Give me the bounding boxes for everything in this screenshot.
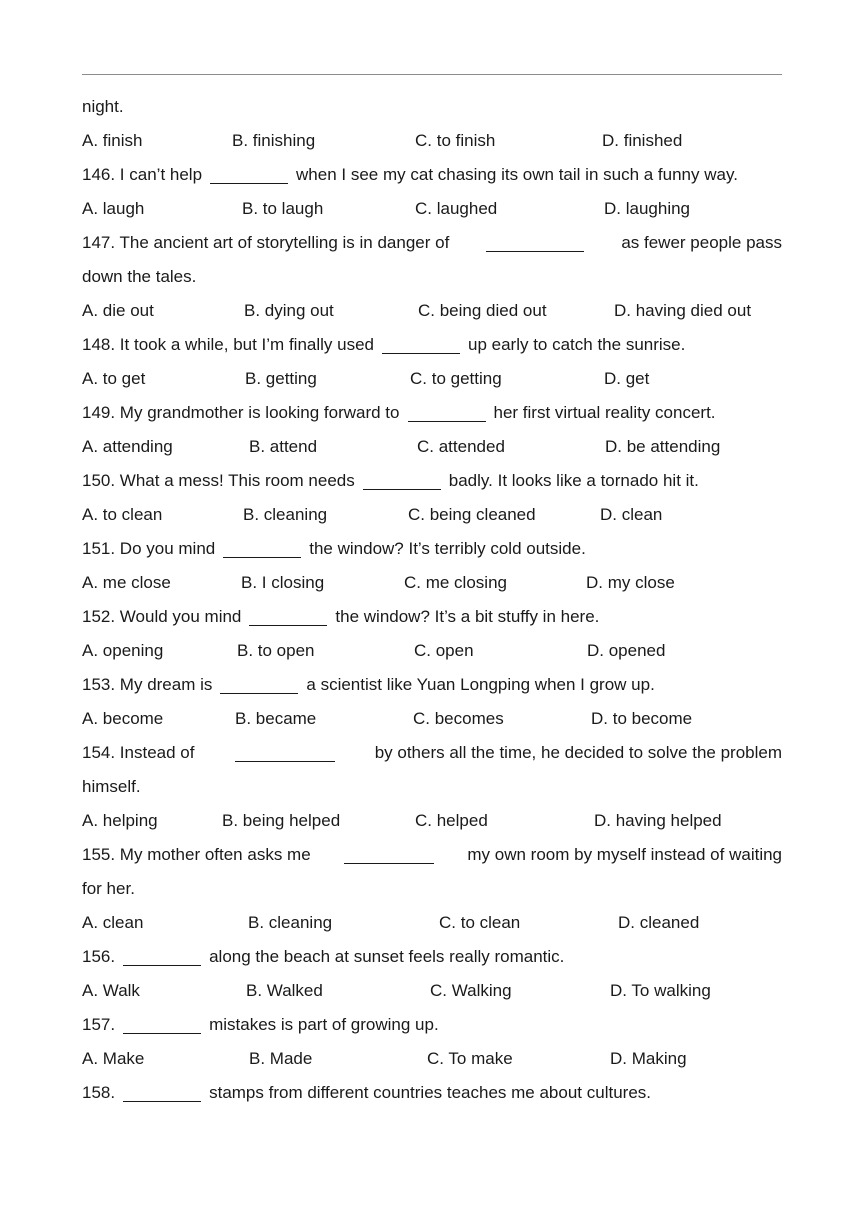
option-c: C. attended xyxy=(417,437,505,456)
option-a: A. attending xyxy=(82,437,173,456)
option-b: B. cleaning xyxy=(248,913,333,932)
question-152-options xyxy=(82,634,782,668)
question-154-stem xyxy=(82,736,782,770)
option-b: B. cleaning xyxy=(243,505,328,524)
answer-blank[interactable] xyxy=(363,489,441,490)
option-b: B. attend xyxy=(249,437,318,456)
answer-blank[interactable] xyxy=(249,625,327,626)
question-150-options xyxy=(82,498,782,532)
option-c: C. open xyxy=(414,641,474,660)
question-text-after: a scientist like Yuan Longping when I grow up. xyxy=(306,675,655,694)
option-d: D. opened xyxy=(587,641,666,660)
question-text-after: along the beach at sunset feels really romantic. xyxy=(209,947,565,966)
question-text-after: my own room by myself instead of waiting xyxy=(467,845,782,864)
question-text-before: 151. Do you mind xyxy=(82,539,216,558)
question-text-before: 149. My grandmother is looking forward to xyxy=(82,403,400,422)
option-b: B. getting xyxy=(245,369,317,388)
answer-blank[interactable] xyxy=(486,251,584,252)
option-c: C. being died out xyxy=(418,301,547,320)
question-148-options xyxy=(82,362,782,396)
question-text-after: by others all the time, he decided to solve the problem xyxy=(374,743,782,762)
option-d: D. to become xyxy=(591,709,693,728)
question-text-after: the window? It’s a bit stuffy in here. xyxy=(335,607,600,626)
option-a: A. Make xyxy=(82,1049,145,1068)
question-151-options xyxy=(82,566,782,600)
option-d: D. Making xyxy=(610,1049,687,1068)
option-d: D. having died out xyxy=(614,301,752,320)
answer-blank[interactable] xyxy=(408,421,486,422)
option-b: B. to open xyxy=(237,641,315,660)
question-text-before: 148. It took a while, but I’m finally used xyxy=(82,335,374,354)
question-154-continuation: himself. xyxy=(82,777,141,796)
question-158-stem xyxy=(82,1076,782,1110)
question-156-stem xyxy=(82,940,782,974)
question-text-before: 147. The ancient art of storytelling is in danger of xyxy=(82,233,450,252)
option-a: A. laugh xyxy=(82,199,145,218)
option-d: D. having helped xyxy=(594,811,722,830)
option-c: C. to finish xyxy=(415,131,496,150)
option-d: D. get xyxy=(604,369,650,388)
question-148-stem xyxy=(82,328,782,362)
question-147-options xyxy=(82,294,782,328)
question-153-options xyxy=(82,702,782,736)
question-155-stem xyxy=(82,838,782,872)
option-b: B. to laugh xyxy=(242,199,324,218)
option-c: C. me closing xyxy=(404,573,507,592)
question-list xyxy=(82,90,782,1110)
option-a: A. clean xyxy=(82,913,144,932)
question-150-stem xyxy=(82,464,782,498)
question-text-after: the window? It’s terribly cold outside. xyxy=(309,539,586,558)
answer-blank[interactable] xyxy=(123,1101,201,1102)
option-c: C. To make xyxy=(427,1049,513,1068)
option-c: C. Walking xyxy=(430,981,512,1000)
answer-blank[interactable] xyxy=(344,863,434,864)
option-a: A. to clean xyxy=(82,505,163,524)
question-149-options xyxy=(82,430,782,464)
question-text-before: 146. I can’t help xyxy=(82,165,203,184)
question-text-before: 155. My mother often asks me xyxy=(82,845,311,864)
question-157-stem xyxy=(82,1008,782,1042)
answer-blank[interactable] xyxy=(220,693,298,694)
question-155-options xyxy=(82,906,782,940)
option-c: C. being cleaned xyxy=(408,505,536,524)
option-d: D. be attending xyxy=(605,437,721,456)
option-a: A. opening xyxy=(82,641,164,660)
answer-blank[interactable] xyxy=(382,353,460,354)
option-d: D. finished xyxy=(602,131,683,150)
option-d: D. laughing xyxy=(604,199,691,218)
option-b: B. became xyxy=(235,709,317,728)
option-d: D. clean xyxy=(600,505,663,524)
option-b: B. I closing xyxy=(241,573,325,592)
option-c: C. becomes xyxy=(413,709,504,728)
question-152-stem xyxy=(82,600,782,634)
option-a: A. Walk xyxy=(82,981,140,1000)
option-a: A. die out xyxy=(82,301,154,320)
question-text-before: 158. xyxy=(82,1083,116,1102)
question-text-after: her first virtual reality concert. xyxy=(493,403,716,422)
option-d: D. To walking xyxy=(610,981,711,1000)
question-text-after: badly. It looks like a tornado hit it. xyxy=(448,471,699,490)
question-text-before: 152. Would you mind xyxy=(82,607,242,626)
answer-blank[interactable] xyxy=(223,557,301,558)
option-d: D. cleaned xyxy=(618,913,700,932)
option-c: C. to getting xyxy=(410,369,502,388)
question-155-continuation: for her. xyxy=(82,879,135,898)
option-a: A. me close xyxy=(82,573,171,592)
option-b: B. Made xyxy=(249,1049,313,1068)
intro-options xyxy=(82,124,782,158)
question-text-before: 157. xyxy=(82,1015,116,1034)
option-a: A. to get xyxy=(82,369,146,388)
question-text-before: 154. Instead of xyxy=(82,743,195,762)
option-d: D. my close xyxy=(586,573,675,592)
option-a: A. finish xyxy=(82,131,143,150)
answer-blank[interactable] xyxy=(123,965,201,966)
question-149-stem xyxy=(82,396,782,430)
answer-blank[interactable] xyxy=(235,761,335,762)
answer-blank[interactable] xyxy=(210,183,288,184)
answer-blank[interactable] xyxy=(123,1033,201,1034)
option-b: B. dying out xyxy=(244,301,334,320)
question-text-before: 153. My dream is xyxy=(82,675,213,694)
question-text-after: up early to catch the sunrise. xyxy=(468,335,686,354)
option-c: C. helped xyxy=(415,811,488,830)
option-b: B. being helped xyxy=(222,811,341,830)
question-153-stem xyxy=(82,668,782,702)
option-c: C. to clean xyxy=(439,913,521,932)
option-b: B. finishing xyxy=(232,131,316,150)
question-156-options xyxy=(82,974,782,1008)
question-text-after: stamps from different countries teaches me about cultures. xyxy=(209,1083,651,1102)
header-rule xyxy=(82,74,782,75)
question-text-after: when I see my cat chasing its own tail in such a funny way. xyxy=(296,165,738,184)
question-text-before: 156. xyxy=(82,947,116,966)
question-146-options xyxy=(82,192,782,226)
option-b: B. Walked xyxy=(246,981,323,1000)
intro-tail: night. xyxy=(82,97,124,116)
question-151-stem xyxy=(82,532,782,566)
option-a: A. helping xyxy=(82,811,158,830)
question-146-stem xyxy=(82,158,782,192)
question-157-options xyxy=(82,1042,782,1076)
question-text-after: mistakes is part of growing up. xyxy=(209,1015,439,1034)
question-154-options xyxy=(82,804,782,838)
question-text-after: as fewer people pass xyxy=(621,233,782,252)
question-text-before: 150. What a mess! This room needs xyxy=(82,471,355,490)
question-147-continuation: down the tales. xyxy=(82,267,197,286)
question-147-stem xyxy=(82,226,782,260)
option-a: A. become xyxy=(82,709,164,728)
option-c: C. laughed xyxy=(415,199,498,218)
